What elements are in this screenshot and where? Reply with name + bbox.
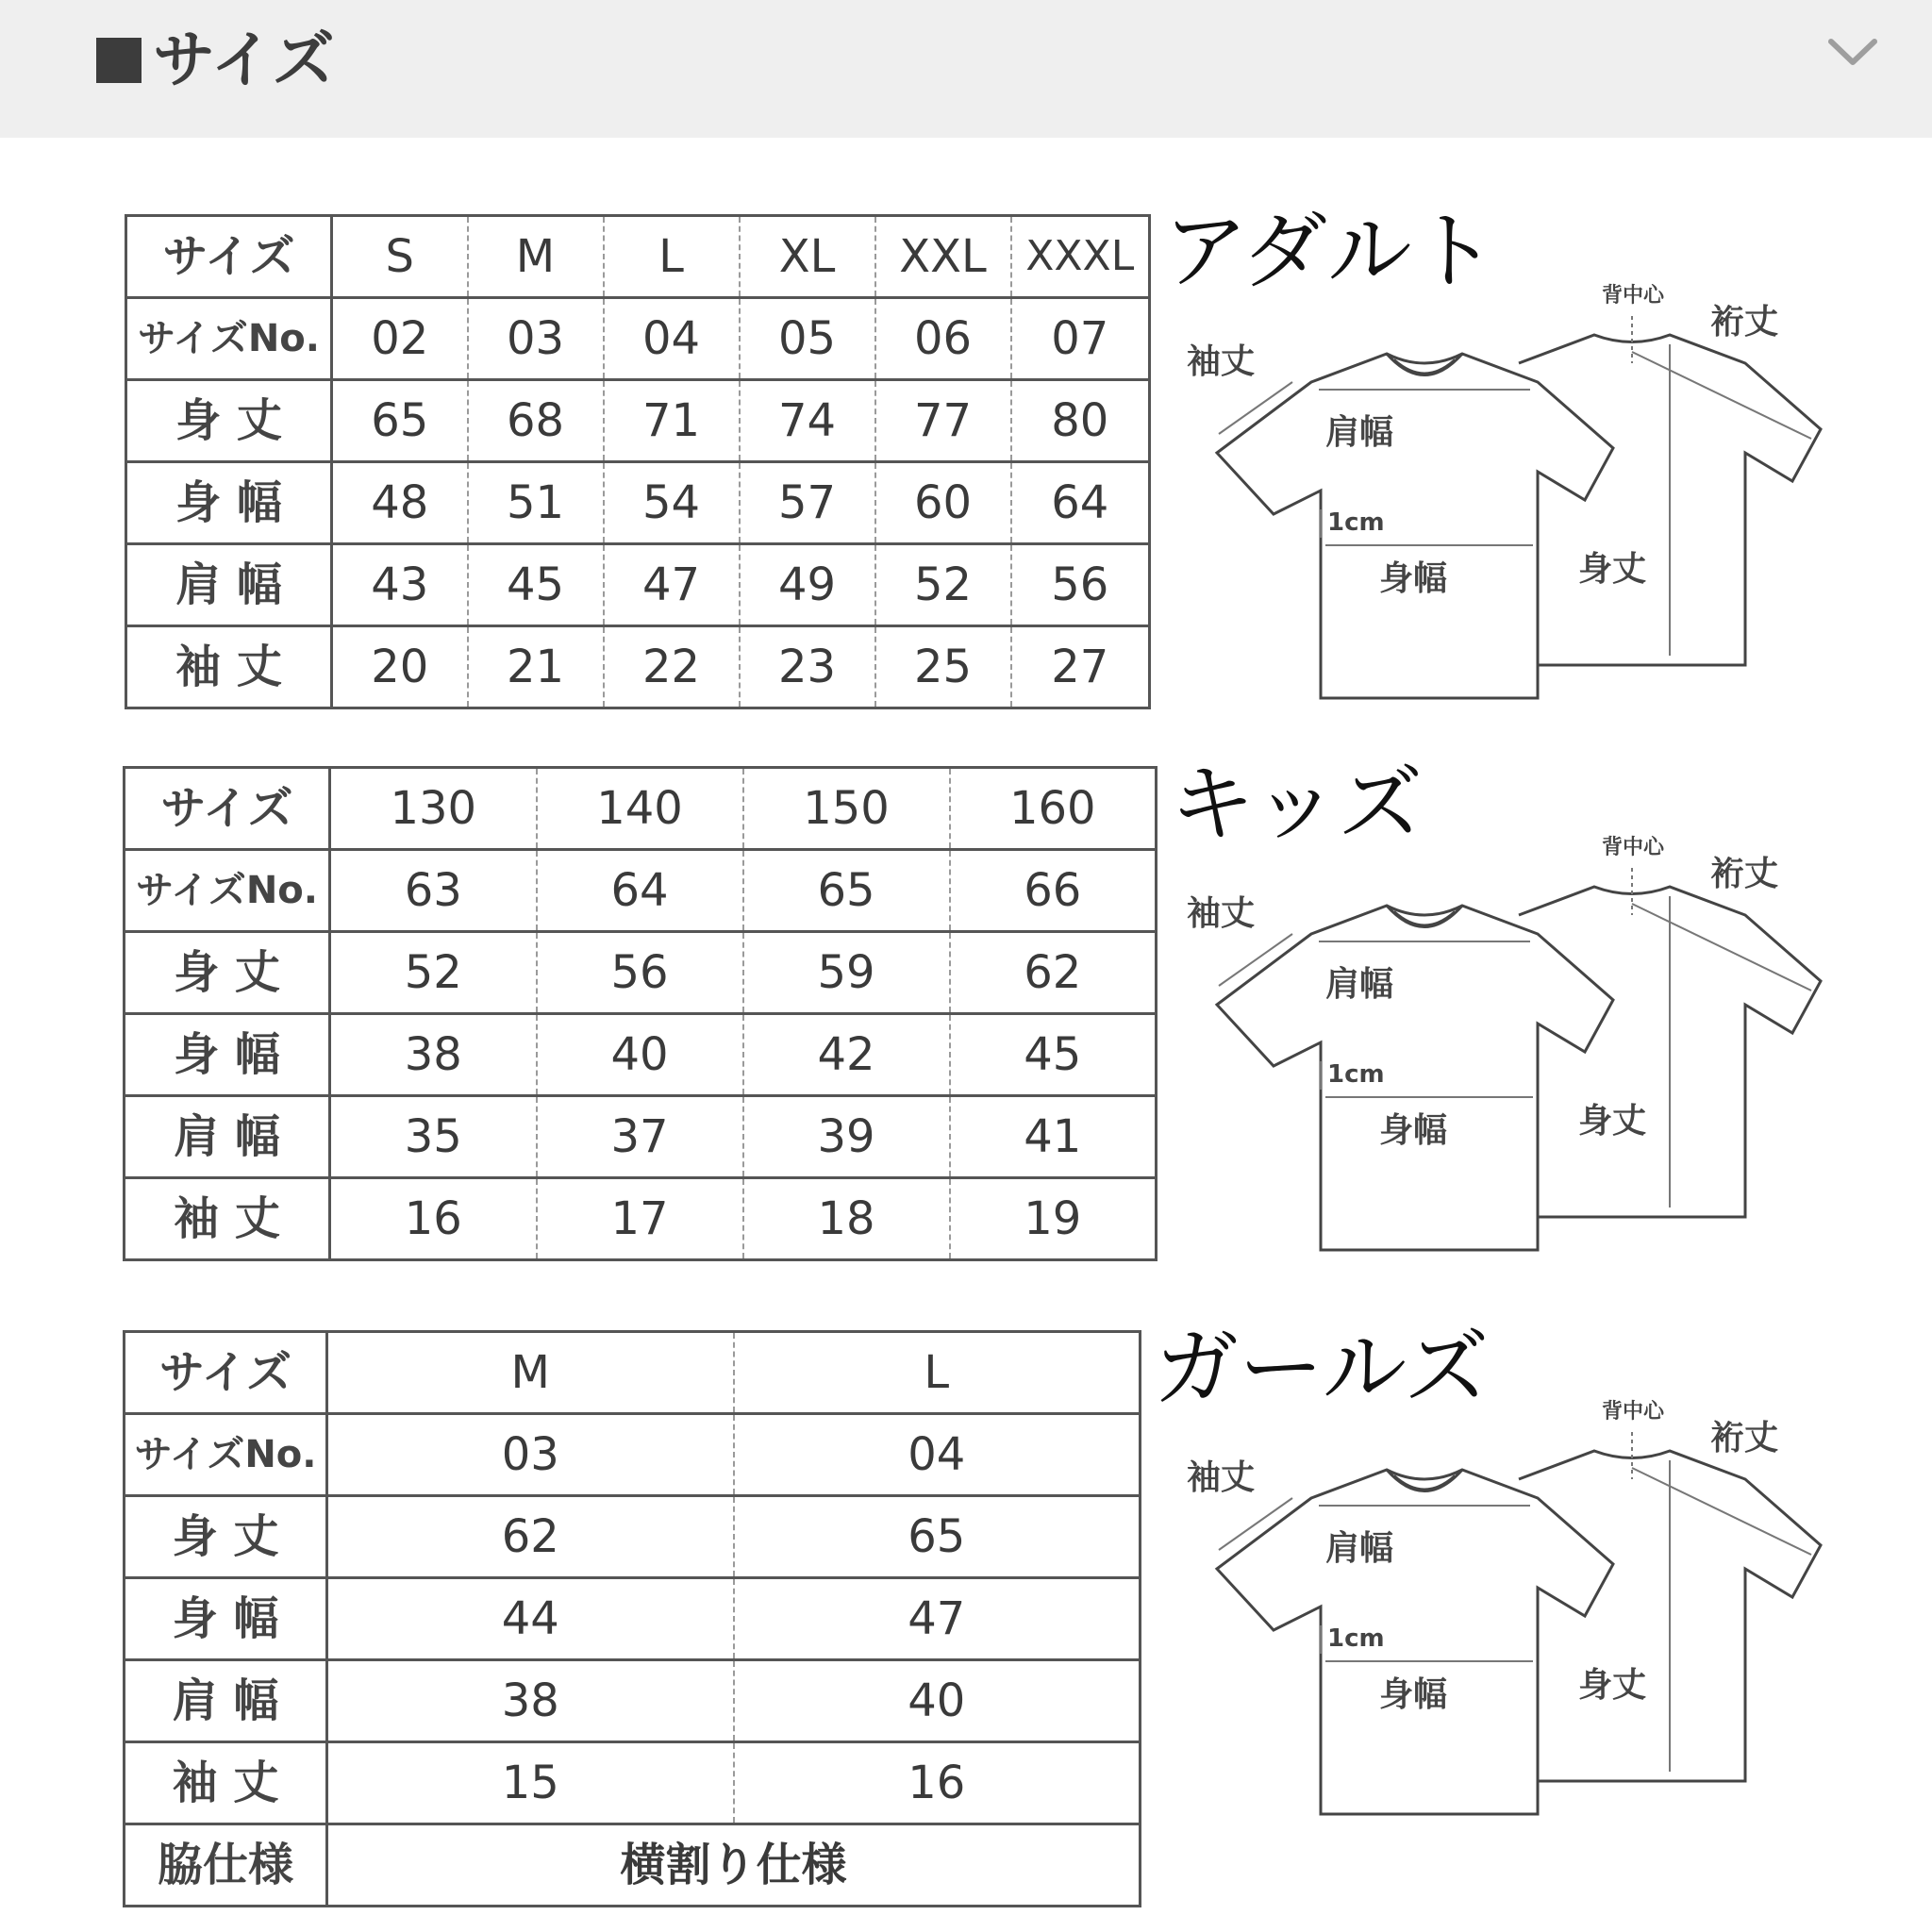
length-label: 身丈 — [1578, 1102, 1647, 1141]
value-cell: 38 — [330, 1014, 537, 1096]
value-cell: 21 — [468, 626, 604, 708]
value-cell: 23 — [740, 626, 875, 708]
value-cell: 47 — [734, 1578, 1141, 1660]
value-cell: 20 — [332, 626, 468, 708]
value-cell: 42 — [743, 1014, 950, 1096]
value-cell: 27 — [1011, 626, 1150, 708]
value-cell: 07 — [1011, 298, 1150, 380]
table-row — [125, 1824, 1141, 1907]
back-center-label: 背中心 — [1602, 836, 1665, 859]
tshirt-measurement-diagram — [1179, 278, 1840, 712]
size-cell: 140 — [537, 768, 743, 850]
kids-size-table — [123, 766, 1158, 1261]
table-row — [125, 1332, 1141, 1414]
section-title: サイズ — [153, 24, 335, 96]
table-row — [125, 1014, 1157, 1096]
value-cell: 59 — [743, 932, 950, 1014]
table-row — [125, 1660, 1141, 1742]
value-cell: 43 — [332, 544, 468, 626]
size-cell: L — [604, 216, 740, 298]
size-section-header[interactable] — [0, 0, 1932, 138]
one-cm-label: 1cm — [1327, 1060, 1385, 1089]
row-label: 身 丈 — [125, 932, 330, 1014]
adult-size-table — [125, 214, 1151, 709]
table-row — [125, 768, 1157, 850]
value-cell: 64 — [537, 850, 743, 932]
table-row — [125, 1414, 1141, 1496]
size-cell: 150 — [743, 768, 950, 850]
value-cell: 16 — [330, 1178, 537, 1260]
width-label: 身幅 — [1379, 1675, 1448, 1714]
table-row — [126, 216, 1150, 298]
width-label: 身幅 — [1379, 1111, 1448, 1150]
adult-title: アダルト — [1163, 202, 1497, 301]
value-cell: 35 — [330, 1096, 537, 1178]
girls-size-table — [123, 1330, 1141, 1907]
table-row — [125, 1578, 1141, 1660]
value-cell: 71 — [604, 380, 740, 462]
size-cell: XXXL — [1011, 216, 1150, 298]
value-cell: 03 — [327, 1414, 734, 1496]
row-label: サイズNo. — [125, 850, 330, 932]
value-cell: 65 — [743, 850, 950, 932]
yuki-label: 裄丈 — [1710, 303, 1779, 341]
value-cell: 56 — [1011, 544, 1150, 626]
table-row — [125, 1096, 1157, 1178]
value-cell: 05 — [740, 298, 875, 380]
table-row — [125, 1742, 1141, 1824]
value-cell: 52 — [875, 544, 1011, 626]
value-cell: 41 — [950, 1096, 1157, 1178]
side-spec-cell: 横割り仕様 — [327, 1824, 1141, 1907]
row-label: 身 幅 — [125, 1578, 327, 1660]
row-label: 袖 丈 — [125, 1178, 330, 1260]
value-cell: 18 — [743, 1178, 950, 1260]
row-label: 身 幅 — [125, 1014, 330, 1096]
shoulder-label: 肩幅 — [1325, 413, 1394, 452]
value-cell: 44 — [327, 1578, 734, 1660]
value-cell: 25 — [875, 626, 1011, 708]
value-cell: 45 — [468, 544, 604, 626]
value-cell: 57 — [740, 462, 875, 544]
sleeve-label: 袖丈 — [1187, 1458, 1256, 1497]
width-label: 身幅 — [1379, 559, 1448, 598]
value-cell: 37 — [537, 1096, 743, 1178]
table-row — [126, 298, 1150, 380]
value-cell: 65 — [332, 380, 468, 462]
row-label: サイズ — [125, 1332, 327, 1414]
chevron-down-icon[interactable] — [1825, 34, 1880, 72]
shoulder-label: 肩幅 — [1325, 965, 1394, 1004]
value-cell: 54 — [604, 462, 740, 544]
table-row — [126, 462, 1150, 544]
value-cell: 74 — [740, 380, 875, 462]
kids-title: キッズ — [1170, 755, 1424, 854]
value-cell: 80 — [1011, 380, 1150, 462]
value-cell: 06 — [875, 298, 1011, 380]
size-cell: L — [734, 1332, 1141, 1414]
size-cell: M — [327, 1332, 734, 1414]
value-cell: 68 — [468, 380, 604, 462]
value-cell: 40 — [734, 1660, 1141, 1742]
value-cell: 03 — [468, 298, 604, 380]
value-cell: 60 — [875, 462, 1011, 544]
table-row — [125, 1178, 1157, 1260]
row-label: 脇仕様 — [125, 1824, 327, 1907]
table-row — [126, 626, 1150, 708]
square-bullet-icon — [96, 38, 142, 83]
size-cell: M — [468, 216, 604, 298]
row-label: サイズ — [126, 216, 332, 298]
value-cell: 77 — [875, 380, 1011, 462]
row-label: 肩 幅 — [125, 1096, 330, 1178]
value-cell: 47 — [604, 544, 740, 626]
value-cell: 56 — [537, 932, 743, 1014]
table-row — [125, 1496, 1141, 1578]
table-row — [126, 380, 1150, 462]
value-cell: 22 — [604, 626, 740, 708]
girls-title: ガールズ — [1154, 1319, 1490, 1418]
size-cell: XXL — [875, 216, 1011, 298]
value-cell: 40 — [537, 1014, 743, 1096]
one-cm-label: 1cm — [1327, 508, 1385, 537]
value-cell: 62 — [950, 932, 1157, 1014]
row-label: 肩 幅 — [125, 1660, 327, 1742]
value-cell: 04 — [734, 1414, 1141, 1496]
value-cell: 38 — [327, 1660, 734, 1742]
value-cell: 48 — [332, 462, 468, 544]
table-row — [125, 932, 1157, 1014]
row-label: 袖 丈 — [125, 1742, 327, 1824]
row-label: 肩 幅 — [126, 544, 332, 626]
yuki-label: 裄丈 — [1710, 1419, 1779, 1457]
value-cell: 15 — [327, 1742, 734, 1824]
value-cell: 19 — [950, 1178, 1157, 1260]
size-cell: XL — [740, 216, 875, 298]
row-label: サイズNo. — [126, 298, 332, 380]
table-row — [125, 850, 1157, 932]
yuki-label: 裄丈 — [1710, 855, 1779, 893]
back-center-label: 背中心 — [1602, 1400, 1665, 1424]
sleeve-label: 袖丈 — [1187, 894, 1256, 933]
value-cell: 65 — [734, 1496, 1141, 1578]
length-label: 身丈 — [1578, 550, 1647, 589]
length-label: 身丈 — [1578, 1666, 1647, 1705]
value-cell: 49 — [740, 544, 875, 626]
value-cell: 52 — [330, 932, 537, 1014]
back-center-label: 背中心 — [1602, 284, 1665, 308]
value-cell: 66 — [950, 850, 1157, 932]
tshirt-measurement-diagram — [1179, 1394, 1840, 1828]
shoulder-label: 肩幅 — [1325, 1529, 1394, 1568]
value-cell: 02 — [332, 298, 468, 380]
one-cm-label: 1cm — [1327, 1624, 1385, 1653]
value-cell: 62 — [327, 1496, 734, 1578]
row-label: サイズ — [125, 768, 330, 850]
size-cell: S — [332, 216, 468, 298]
row-label: 身 幅 — [126, 462, 332, 544]
table-row — [126, 544, 1150, 626]
value-cell: 39 — [743, 1096, 950, 1178]
value-cell: 16 — [734, 1742, 1141, 1824]
value-cell: 45 — [950, 1014, 1157, 1096]
value-cell: 17 — [537, 1178, 743, 1260]
row-label: 袖 丈 — [126, 626, 332, 708]
value-cell: 04 — [604, 298, 740, 380]
value-cell: 63 — [330, 850, 537, 932]
size-cell: 160 — [950, 768, 1157, 850]
row-label: 身 丈 — [126, 380, 332, 462]
tshirt-measurement-diagram — [1179, 830, 1840, 1264]
value-cell: 51 — [468, 462, 604, 544]
row-label: サイズNo. — [125, 1414, 327, 1496]
row-label: 身 丈 — [125, 1496, 327, 1578]
sleeve-label: 袖丈 — [1187, 342, 1256, 381]
size-cell: 130 — [330, 768, 537, 850]
value-cell: 64 — [1011, 462, 1150, 544]
